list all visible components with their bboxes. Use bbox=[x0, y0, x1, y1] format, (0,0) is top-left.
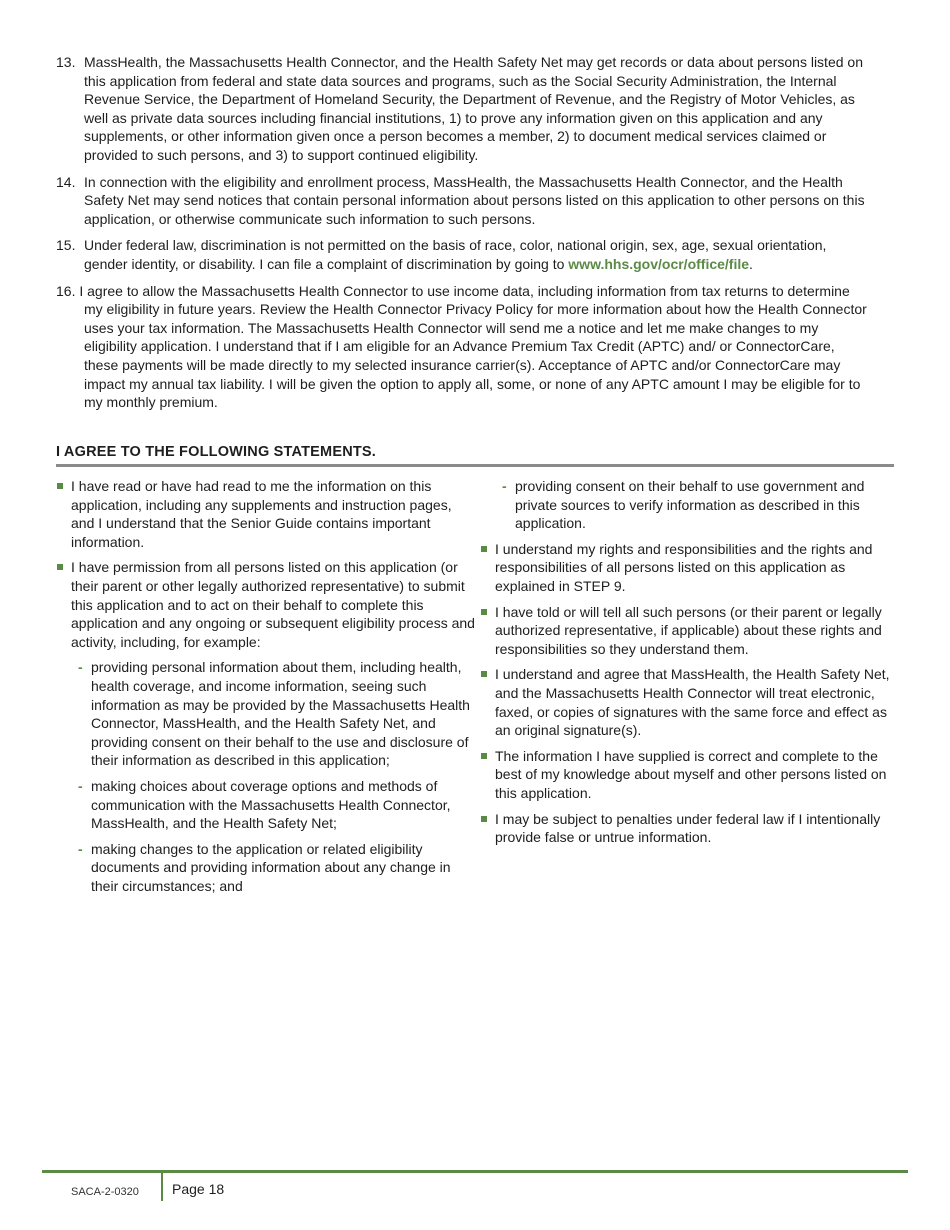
agree-bullet: I have told or will tell all such persons (or their parent or legally authorized representative, if applicable) about these rights and responsibilities so they understand them. bbox=[480, 603, 898, 659]
agree-bullet: I understand my rights and responsibilities and the rights and responsibilities of all persons listed on this application as explained in STEP 9. bbox=[480, 540, 898, 596]
item-number: 14. bbox=[56, 173, 76, 190]
item-text bbox=[84, 236, 868, 273]
agree-sub-item: - providing consent on their behalf to use government and private sources to verify information as described in this application. bbox=[480, 477, 898, 533]
agree-bullet: I have permission from all persons listed on this application (or their parent or other legally authorized representative) to submit this application and to act on their behalf to complete this application and any ongoing or subsequent eligibility process and activity, including, for example: bbox=[56, 558, 476, 651]
item-number: 16. bbox=[56, 282, 76, 299]
item-text-end: . bbox=[749, 255, 753, 272]
numbered-statements bbox=[56, 53, 868, 420]
item-text: MassHealth, the Massachusetts Health Connector, and the Health Safety Net may get records or data about persons listed on this application from federal and state data sources and programs, such as the Social Security Administration, the Internal Revenue Service, the Department of Homeland Security, the Department of Revenue, and the Registry of Motor Vehicles, as well as private data sources including financial institutions, 1) to prove any information given on this application and any supplements, or other information given once a person becomes a member, 2) to document medical services claimed or provided to such persons, and 3) to support continued eligibility. bbox=[84, 54, 863, 163]
agree-sub-item: - making changes to the application or related eligibility documents and providing information about any change in their circumstances; and bbox=[56, 840, 476, 896]
item-text: I agree to allow the Massachusetts Health Connector to use income data, including information from tax returns to determine my eligibility in future years. Review the Health Connector Privacy Policy for more information about how the Health Connector uses your tax information. The Massachusetts Health Connector will send me a notice and let me make changes to my eligibility application. I understand that if I am eligible for an Advance Premium Tax Credit (APTC) and/ or ConnectorCare, these payments will be made directly to my selected insurance carrier(s). Acceptance of APTC and/or ConnectorCare may impact my annual tax liability. I will be given the option to apply all, some, or none of any APTC amount I may be eligible for to my monthly premium. bbox=[79, 282, 867, 411]
item-text: In connection with the eligibility and enrollment process, MassHealth, the Massachusetts Health Connector, and the Health Safety Net may send notices that contain personal information about persons listed on this application to other persons on this application, or otherwise communicate such information to such persons. bbox=[84, 173, 865, 227]
item-number: 15. bbox=[56, 237, 76, 254]
agree-bullet: I have read or have had read to me the information on this application, including any supplements and instruction pages, and I understand that the Senior Guide contains important information. bbox=[56, 477, 476, 551]
item-text-main: Under federal law, discrimination is not permitted on the basis of race, color, national origin, sex, age, sexual orientation, gender identity, or disability. I can file a complaint of discrimination by going to bbox=[84, 237, 827, 272]
footer-divider bbox=[161, 1173, 163, 1201]
statement-15 bbox=[56, 236, 868, 273]
statements-right-column bbox=[480, 477, 898, 854]
form-code: SACA-2-0320 bbox=[71, 1186, 139, 1198]
statements-left-column bbox=[56, 477, 476, 902]
statement-16 bbox=[56, 282, 868, 412]
statement-13 bbox=[56, 53, 868, 165]
section-title: I AGREE TO THE FOLLOWING STATEMENTS. bbox=[56, 443, 894, 467]
agree-bullet: I understand and agree that MassHealth, the Health Safety Net, and the Massachusetts Health Connector will treat electronic, faxed, or copies of signatures with the same force and effect as an original signature(s). bbox=[480, 665, 898, 739]
statement-14 bbox=[56, 173, 868, 229]
agree-sub-item: - making choices about coverage options and methods of communication with the Massachusetts Health Connector, MassHealth, and the Health Safety Net; bbox=[56, 777, 476, 833]
ocr-complaint-link[interactable]: www.hhs.gov/ocr/office/file bbox=[568, 255, 750, 272]
agree-bullet: I may be subject to penalties under federal law if I intentionally provide false or untrue information. bbox=[480, 810, 898, 847]
agree-sub-item: - providing personal information about them, including health, health coverage, and income information, seeing such information as may be provided by the Massachusetts Health Connector, MassHealth, and the Health Safety Net, and providing consent on their behalf to the use and disclosure of their information as described in this application; bbox=[56, 658, 476, 770]
agree-bullet: The information I have supplied is correct and complete to the best of my knowledge about myself and other persons listed on this application. bbox=[480, 747, 898, 803]
page-number: Page 18 bbox=[172, 1181, 225, 1197]
item-number: 13. bbox=[56, 54, 76, 70]
footer-rule bbox=[42, 1170, 908, 1173]
